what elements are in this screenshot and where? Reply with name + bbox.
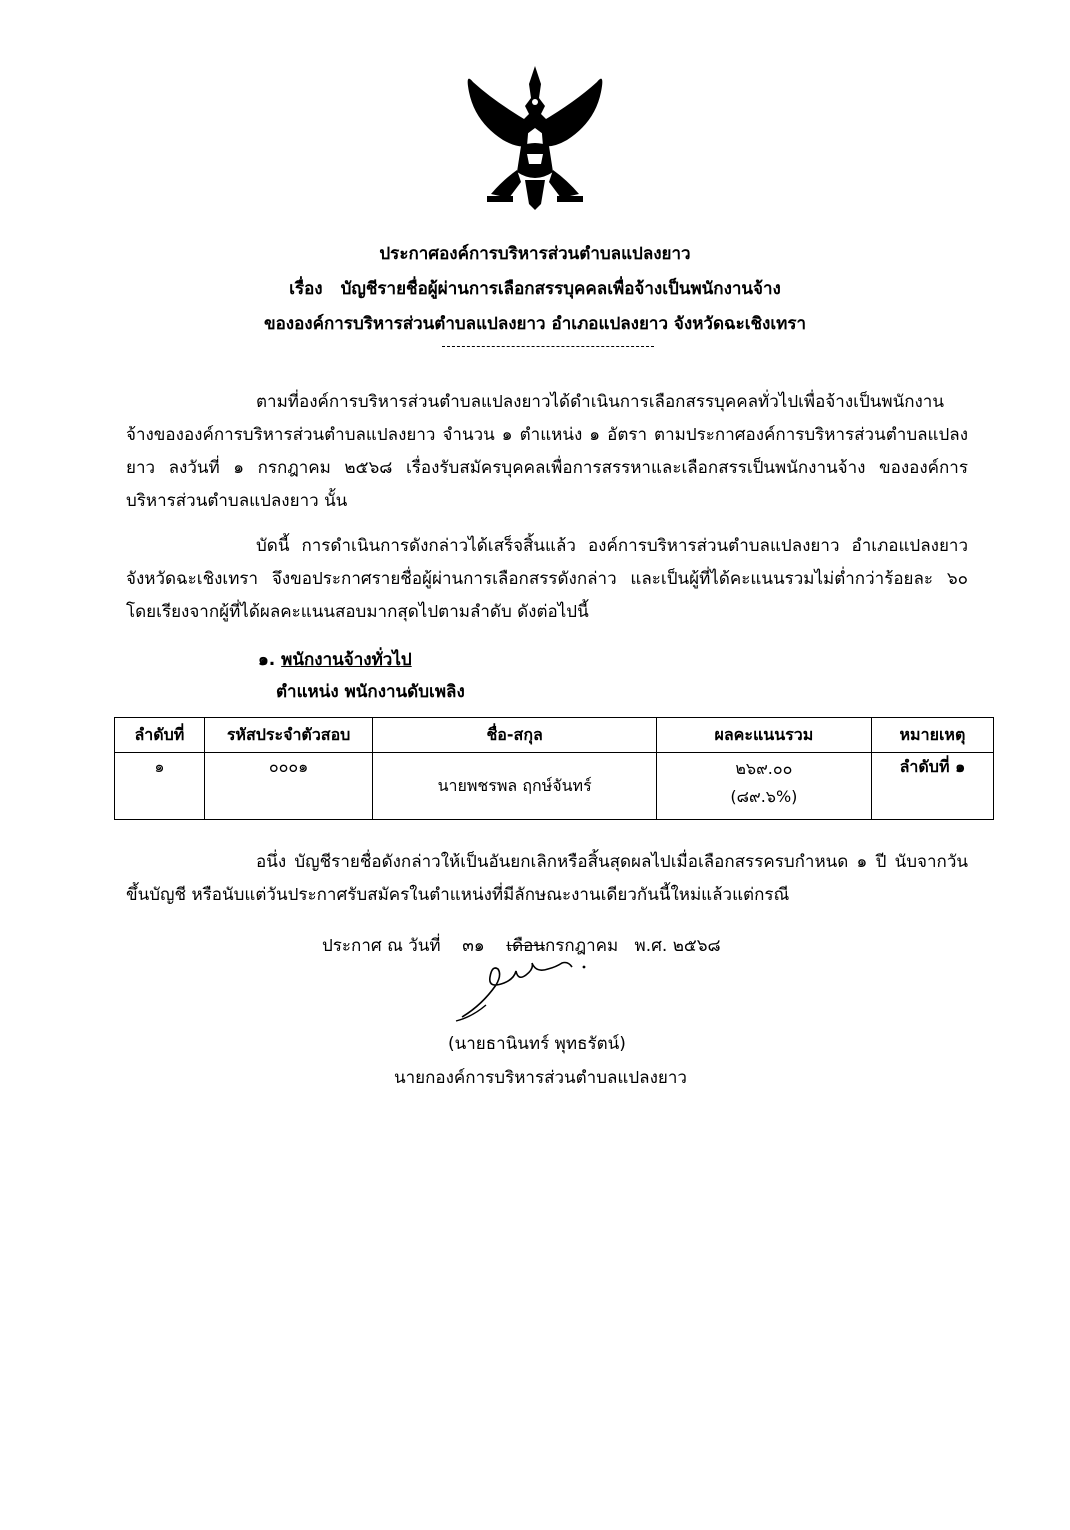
date-month: กรกฎาคม (545, 936, 619, 956)
cell-name: นายพชรพล ฤกษ์จันทร์ (373, 753, 657, 820)
position-line: ตำแหน่ง พนักงานดับเพลิง (276, 682, 465, 702)
col-header-name: ชื่อ-สกุล (373, 718, 657, 753)
paragraph-3-text: อนึ่ง บัญชีรายชื่อดังกล่าวให้เป็นอันยกเลิกหรือสิ้นสุดผลไปเมื่อเลือกสรรครบกำหนด ๑ ปี นับจากวันขึ้นบัญชี หรือนับแต่วันประกาศรับสมัครในตำแหน่งที่มีลักษณะงานเดียวกันนี้ใหม่แล้วแต่กรณี (126, 852, 968, 905)
announcement-title: ประกาศองค์การบริหารส่วนตำบลแปลงยาว (379, 244, 691, 264)
cell-note: ลำดับที่ ๑ (871, 753, 993, 820)
cell-score (656, 753, 871, 820)
table-header-row (115, 718, 994, 753)
handwritten-signature (452, 955, 612, 1025)
col-header-code: รหัสประจำตัวสอบ (204, 718, 373, 753)
paragraph-3 (126, 846, 968, 912)
signer-position: นายกองค์การบริหารส่วนตำบลแปลงยาว (394, 1068, 687, 1088)
paragraph-2-text: บัดนี้ การดำเนินการดังกล่าวได้เสร็จสิ้นแล้ว องค์การบริหารส่วนตำบลแปลงยาว อำเภอแปลงยาว จังหวัดฉะเชิงเทรา จึงขอประกาศรายชื่อผู้ผ่านการเลือกสรรดังกล่าว และเป็นผู้ที่ได้คะแนนรวมไม่ต่ำกว่าร้อยละ ๖๐ โดยเรียงจากผู้ที่ได้ผลคะแนนสอบมากสุดไปตามลำดับ ดังต่อไปนี้ (126, 536, 968, 622)
date-month-word: เดือน (506, 936, 545, 956)
date-day: ๓๑ (462, 936, 485, 956)
subject-text: บัญชีรายชื่อผู้ผ่านการเลือกสรรบุคคลเพื่อจ้างเป็นพนักงานจ้าง (340, 279, 781, 299)
announcement-subject-cont: ขององค์การบริหารส่วนตำบลแปลงยาว อำเภอแปลงยาว จังหวัดฉะเชิงเทรา (263, 314, 807, 334)
paragraph-2 (126, 530, 968, 629)
garuda-emblem (455, 62, 615, 212)
divider (442, 346, 654, 347)
paragraph-1-text: ตามที่องค์การบริหารส่วนตำบลแปลงยาวได้ดำเนินการเลือกสรรบุคคลทั่วไปเพื่อจ้างเป็นพนักงานจ้างขององค์การบริหารส่วนตำบลแปลงยาว จำนวน ๑ ตำแหน่ง ๑ อัตรา ตามประกาศองค์การบริหารส่วนตำบลแปลงยาว ลงวันที่ ๑ กรกฎาคม ๒๕๖๘ เรื่องรับสมัครบุคคลเพื่อการสรรหาและเลือกสรรเป็นพนักงานจ้าง ขององค์การบริหารส่วนตำบลแปลงยาว นั้น (126, 392, 968, 511)
date-prefix: ประกาศ ณ วันที่ (322, 936, 441, 956)
paragraph-1 (126, 386, 968, 518)
score-value: ๒๖๙.๐๐ (735, 759, 793, 778)
table-row (115, 753, 994, 820)
cell-index: ๑ (115, 753, 205, 820)
signer-name: (นายธานินทร์ พุทธรัตน์) (448, 1034, 626, 1054)
score-percent: (๘๙.๖%) (730, 787, 798, 806)
section-heading (258, 646, 412, 673)
col-header-index: ลำดับที่ (115, 718, 205, 753)
announcement-subject (0, 275, 1070, 302)
cell-code: ๐๐๐๑ (204, 753, 373, 820)
results-table (114, 717, 994, 820)
date-year: พ.ศ. ๒๕๖๘ (634, 936, 721, 956)
section-title: พนักงานจ้างทั่วไป (281, 650, 412, 670)
subject-label: เรื่อง (289, 279, 323, 299)
col-header-note: หมายเหตุ (871, 718, 993, 753)
col-header-score: ผลคะแนนรวม (656, 718, 871, 753)
section-number: ๑. (258, 650, 276, 670)
